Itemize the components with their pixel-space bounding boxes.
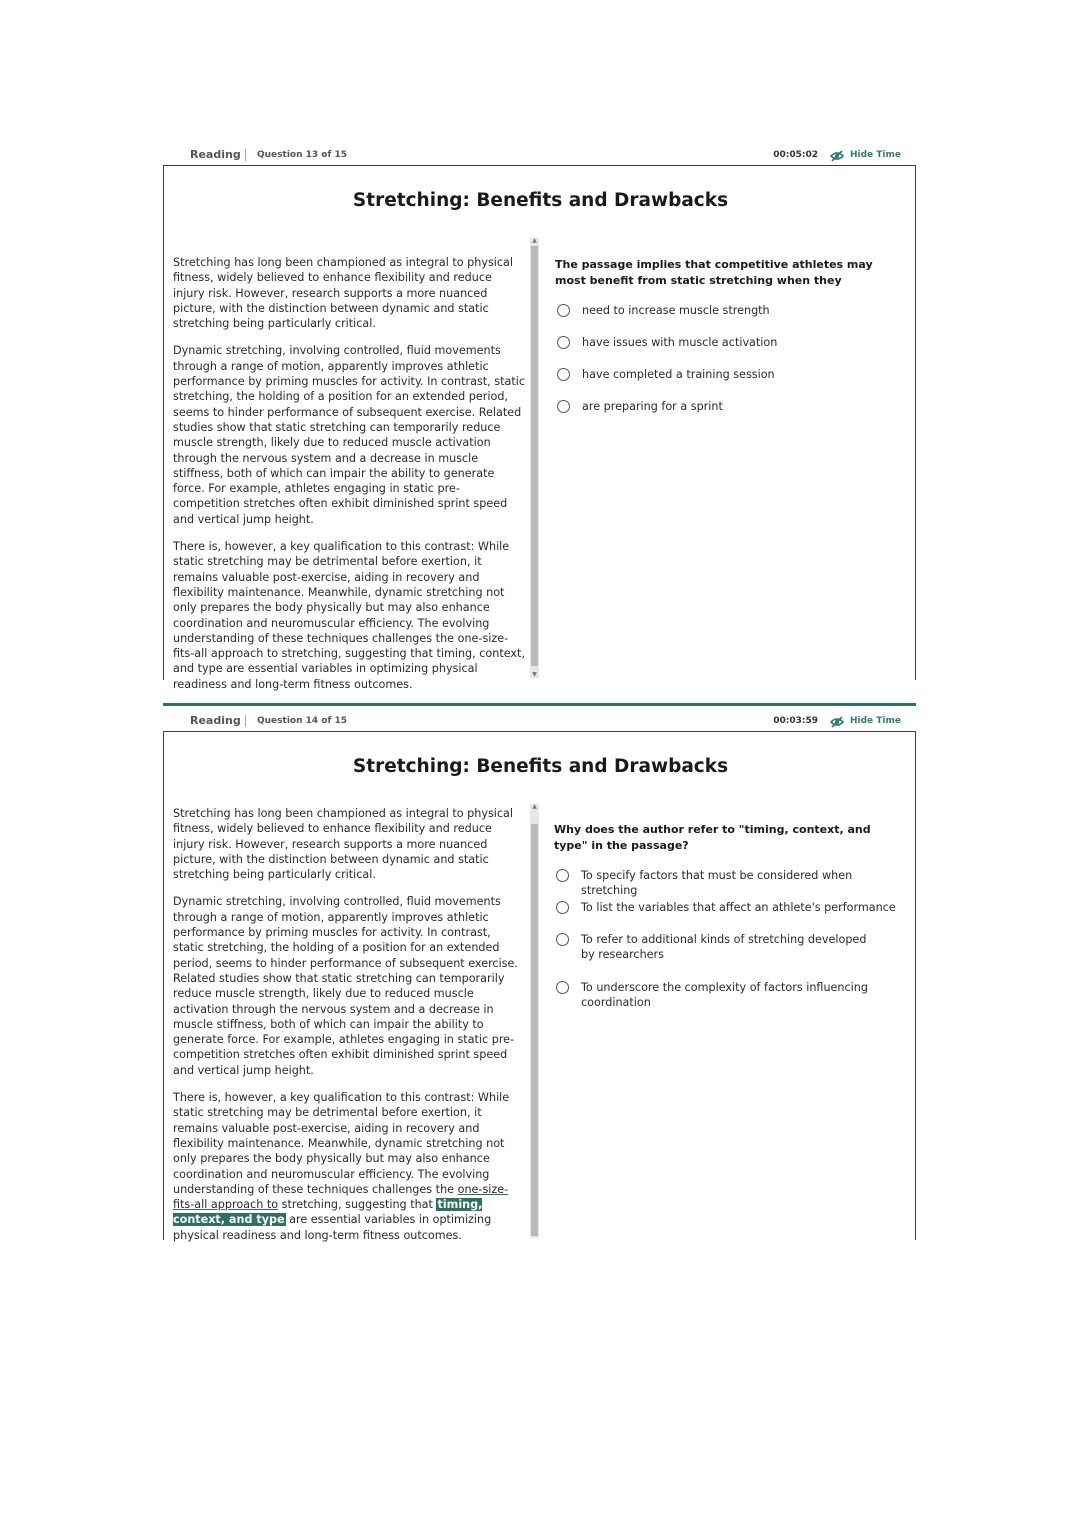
timer: 00:03:59 xyxy=(773,716,818,726)
radio-button[interactable] xyxy=(557,304,570,317)
radio-button[interactable] xyxy=(557,368,570,381)
content-frame xyxy=(163,166,916,691)
top-bar xyxy=(163,140,916,166)
radio-button[interactable] xyxy=(556,901,569,914)
radio-button[interactable] xyxy=(556,869,569,882)
option-label: need to increase muscle strength xyxy=(582,304,770,317)
question-prompt: The passage implies that competitive athletes may most benefit from static stretching when they xyxy=(555,258,873,287)
eye-slash-icon[interactable] xyxy=(830,150,844,162)
passage-paragraph: Dynamic stretching, involving controlled, fluid movements through a range of motion, apparently improves athletic performance by priming muscles for activity. In contrast, static stretching, the holding of a position for an extended period, seems to hinder performance of subsequent exercise. Related studies show that static stretching can temporarily reduce muscle strength, likely due to reduced muscle activation through the nervous system and a decrease in muscle stiffness, both of which can impair the ability to generate force. For example, athletes engaging in static pre-competition stretches often exhibit diminished sprint speed and vertical jump height. xyxy=(173,344,525,526)
question-counter: Question 13 of 15 xyxy=(257,150,348,160)
passage-paragraph: Stretching has long been championed as integral to physical fitness, widely believed to enhance flexibility and reduce injury risk. However, research supports a more nuanced picture, with the distinction between dynamic and static stretching being particularly critical. xyxy=(173,256,514,331)
scroll-thumb[interactable] xyxy=(531,824,538,1236)
top-bar xyxy=(163,703,916,732)
passage-title: Stretching: Benefits and Drawbacks xyxy=(352,756,729,777)
question-14-screen xyxy=(163,706,916,1240)
highlighted-phrase: timing, context, and type xyxy=(173,1198,483,1227)
option-label: To refer to additional kinds of stretching developed by researchers xyxy=(581,933,867,961)
radio-button[interactable] xyxy=(557,336,570,349)
scroll-thumb[interactable] xyxy=(531,246,538,666)
passage-paragraph: Stretching has long been championed as integral to physical fitness, widely believed to enhance flexibility and reduce injury risk. However, research supports a more nuanced picture, with the distinction between dynamic and static stretching being particularly critical. xyxy=(173,807,514,882)
scroll-up-icon[interactable]: ▲ xyxy=(532,237,537,244)
passage-scrollbar[interactable] xyxy=(530,804,539,1238)
passage-text-run: stretching, suggesting that xyxy=(278,1198,437,1212)
content-frame xyxy=(163,732,916,1240)
question-prompt: Why does the author refer to "timing, context, and type" in the passage? xyxy=(554,823,871,852)
option-label: To specify factors that must be considered when stretching xyxy=(581,869,853,897)
section-label: Reading xyxy=(190,714,241,727)
question-13-screen xyxy=(163,140,916,691)
passage-text xyxy=(173,806,523,1255)
radio-button[interactable] xyxy=(556,981,569,994)
option-label: To list the variables that affect an athlete's performance xyxy=(581,901,896,914)
timer: 00:05:02 xyxy=(773,150,818,160)
hide-time-button[interactable]: Hide Time xyxy=(849,716,901,726)
passage-text xyxy=(173,255,525,704)
eye-slash-icon[interactable] xyxy=(830,716,844,728)
radio-button[interactable] xyxy=(556,933,569,946)
option-label: are preparing for a sprint xyxy=(582,400,723,413)
question-counter: Question 14 of 15 xyxy=(257,716,348,726)
passage-text-run: There is, however, a key qualification to this contrast: While static stretching may be detrimental before exertion, it remains valuable post-exercise, aiding in recovery and flexibility maintenance. Meanwhile, dynamic stretching not only prepares the body physically but may also enhance coordination and neuromuscular efficiency. The evolving understanding of these techniques challenges the xyxy=(173,1091,510,1196)
divider xyxy=(245,149,246,161)
underlined-phrase: one-size-fits-all approach to xyxy=(173,1182,509,1212)
passage-scrollbar[interactable] xyxy=(530,238,539,678)
hide-time-button[interactable]: Hide Time xyxy=(849,150,901,160)
scroll-down-icon[interactable]: ▼ xyxy=(532,671,537,678)
passage-text-run: are essential variables in optimizing physical readiness and long-term fitness outcomes. xyxy=(173,1213,492,1242)
scroll-up-icon[interactable]: ▲ xyxy=(532,803,537,810)
passage-paragraph: Dynamic stretching, involving controlled, fluid movements through a range of motion, apparently improves athletic performance by priming muscles for activity. In contrast, static stretching, the holding of a position for an extended period, seems to hinder performance of subsequent exercise. Related studies show that static stretching can temporarily reduce muscle strength, likely due to reduced muscle activation through the nervous system and a decrease in muscle stiffness, both of which can impair the ability to generate force. For example, athletes engaging in static pre-competition stretches often exhibit diminished sprint speed and vertical jump height. xyxy=(173,895,518,1077)
passage-paragraph: There is, however, a key qualification to this contrast: While static stretching may be detrimental before exertion, it remains valuable post-exercise, aiding in recovery and flexibility maintenance. Meanwhile, dynamic stretching not only prepares the body physically but may also enhance coordination and neuromuscular efficiency. The evolving understanding of these techniques challenges the one-size-fits-all approach to stretching, suggesting that timing, context, and type are essential variables in optimizing physical readiness and long-term fitness outcomes. xyxy=(173,540,525,691)
divider xyxy=(245,715,246,727)
option-label: have completed a training session xyxy=(582,368,775,381)
section-label: Reading xyxy=(190,148,241,161)
option-label: have issues with muscle activation xyxy=(582,336,778,349)
passage-paragraph xyxy=(173,1090,523,1243)
passage-title: Stretching: Benefits and Drawbacks xyxy=(352,190,729,211)
option-label: To underscore the complexity of factors influencing coordination xyxy=(581,981,868,1009)
radio-button[interactable] xyxy=(557,400,570,413)
